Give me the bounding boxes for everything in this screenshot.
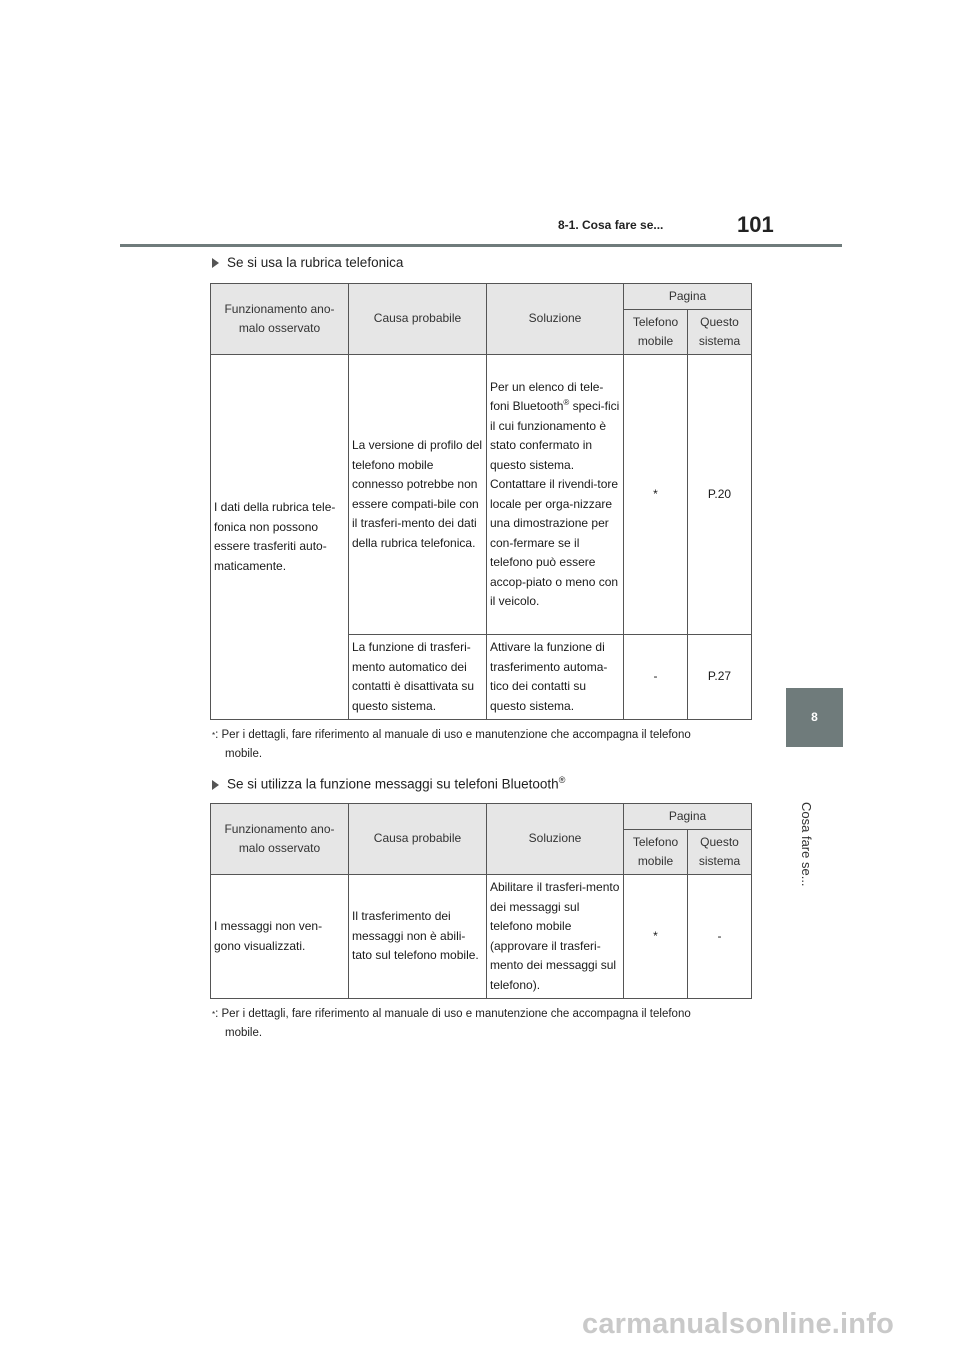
messages-table: [210, 803, 752, 999]
footnote-text: : Per i dettagli, fare riferimento al manuale di uso e manutenzione che accompagna il telefono: [215, 1008, 691, 1020]
col-header-phone: Telefono mobile: [624, 310, 688, 355]
table-row: [211, 355, 752, 635]
section-title-text: Se si utilizza la funzione messaggi su telefoni Bluetooth: [227, 776, 559, 792]
col-header-system: Questo sistema: [688, 310, 752, 355]
cell-cause: Il trasferimento dei messaggi non è abili-tato sul telefono mobile.: [349, 875, 487, 999]
page-number: 101: [737, 212, 774, 237]
cell-solution: Abilitare il trasferi-mento dei messaggi sul telefono mobile (approvare il trasferi-mento dei messaggi sul telefono).: [487, 875, 624, 999]
footnote-text: : Per i dettagli, fare riferimento al manuale di uso e manutenzione che accompagna il telefono: [215, 729, 691, 741]
solution-text-a: Per un elenco di tele-foni Bluetooth: [490, 379, 604, 413]
cell-cause: La versione di profilo del telefono mobile connesso potrebbe non essere compati-bile con il trasferi-mento dei dati della rubrica telefonica.: [349, 355, 487, 635]
cell-solution: [487, 355, 624, 635]
chapter-label: Cosa fare se...: [799, 802, 814, 887]
footnote: [212, 1005, 752, 1043]
col-header-cause: Causa probabile: [349, 804, 487, 875]
chapter-tab: 8: [786, 688, 843, 747]
registered-mark: ®: [563, 398, 570, 407]
col-header-solution: Soluzione: [487, 284, 624, 355]
col-header-malfunction: Funzionamento ano-malo osservato: [211, 804, 349, 875]
cell-malfunction: I dati della rubrica tele-fonica non possono essere trasferiti auto-maticamente.: [211, 355, 349, 720]
header-divider: [120, 244, 842, 247]
table-row: [211, 875, 752, 999]
cell-phone-page: -: [624, 635, 688, 720]
col-header-page: Pagina: [624, 284, 752, 310]
footnote-continuation: mobile.: [225, 748, 263, 760]
col-header-system: Questo sistema: [688, 830, 752, 875]
section-title-text: Se si usa la rubrica telefonica: [227, 255, 404, 270]
cell-phone-page: *: [624, 355, 688, 635]
col-header-malfunction: Funzionamento ano-malo osservato: [211, 284, 349, 355]
cell-system-page: -: [688, 875, 752, 999]
cell-malfunction: I messaggi non ven-gono visualizzati.: [211, 875, 349, 999]
col-header-cause: Causa probabile: [349, 284, 487, 355]
section-title-messages: [212, 775, 565, 792]
cell-solution: Attivare la funzione di trasferimento automa-tico dei contatti su questo sistema.: [487, 635, 624, 720]
cell-system-page: P.27: [688, 635, 752, 720]
cell-cause: La funzione di trasferi-mento automatico dei contatti è disattivata su questo sistema.: [349, 635, 487, 720]
col-header-page: Pagina: [624, 804, 752, 830]
phonebook-table: [210, 283, 752, 720]
cell-phone-page: *: [624, 875, 688, 999]
triangle-bullet-icon: [212, 780, 219, 790]
section-heading: 8-1. Cosa fare se...: [558, 218, 664, 232]
footnote-continuation: mobile.: [225, 1027, 263, 1039]
triangle-bullet-icon: [212, 258, 219, 268]
watermark: carmanualsonline.info: [582, 1308, 894, 1340]
solution-text-b: speci-fici il cui funzionamento è stato confermato in questo sistema. Contattare il rivendi-tore locale per orga-nizzare una dimostrazione per con-fermare se il telefono può essere accop-piato o meno con il veicolo.: [490, 399, 620, 608]
cell-system-page: P.20: [688, 355, 752, 635]
section-title-phonebook: [212, 255, 403, 270]
footnote-marker: *: [212, 1010, 216, 1019]
footnote-marker: *: [212, 731, 216, 740]
registered-mark: ®: [558, 775, 566, 785]
col-header-phone: Telefono mobile: [624, 830, 688, 875]
footnote: [212, 726, 752, 764]
col-header-solution: Soluzione: [487, 804, 624, 875]
